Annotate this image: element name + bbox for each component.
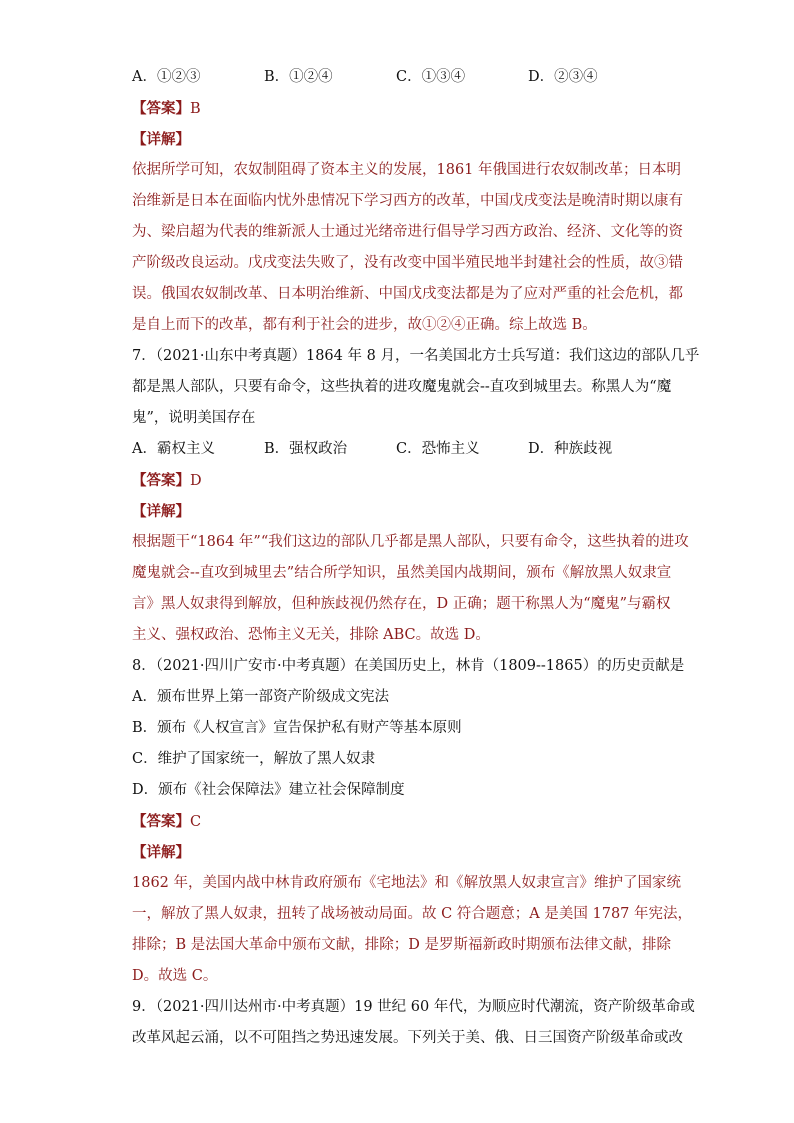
q7-stem-line: 都是黑人部队，只要有命令，这些执着的进攻魔鬼就会--直攻到城里去。称黑人为“魔 [132, 379, 672, 395]
q8-detail-line: 排除；B 是法国大革命中颁布文献，排除；D 是罗斯福新政时期颁布法律文献，排除 [132, 937, 671, 953]
q6-option-d[interactable]: D．②③④ [528, 69, 598, 85]
q8-detail-tag: 【详解】 [132, 844, 190, 861]
q7-detail-line: 魔鬼就会--直攻到城里去”结合所学知识，虽然美国内战期间，颁布《解放黑人奴隶宣 [132, 565, 672, 581]
q7-stem-line: 鬼”，说明美国存在 [132, 410, 256, 426]
answer-tag: 【答案】 [132, 472, 190, 489]
q8-option-c[interactable]: C．维护了国家统一，解放了黑人奴隶 [132, 751, 376, 767]
q9-stem-line: 9．（2021·四川达州市·中考真题）19 世纪 60 年代，为顺应时代潮流，资产阶级革命或 [132, 999, 695, 1015]
q6-option-a[interactable]: A．①②③ [132, 69, 201, 85]
q8-option-d[interactable]: D．颁布《社会保障法》建立社会保障制度 [132, 782, 405, 798]
q6-detail-line: 产阶级改良运动。戊戌变法失败了，没有改变中国半殖民地半封建社会的性质，故③错 [132, 255, 683, 271]
q7-option-b[interactable]: B．强权政治 [264, 441, 348, 457]
answer-value: C [190, 814, 202, 830]
q7-detail-line: 主义、强权政治、恐怖主义无关，排除 ABC。故选 D。 [132, 627, 490, 643]
q6-answer [132, 93, 660, 124]
q8-stem-line: 8．（2021·四川广安市·中考真题）在美国历史上，林肯（1809--1865）的历史贡献是 [132, 658, 685, 674]
document-page [132, 62, 700, 1054]
answer-value: D [190, 473, 202, 489]
q6-detail-tag: 【详解】 [132, 131, 190, 148]
q8-detail-line: D。故选 C。 [132, 968, 218, 984]
q7-option-c[interactable]: C．恐怖主义 [396, 441, 480, 457]
answer-value: B [190, 101, 201, 117]
q6-options [132, 62, 660, 93]
q7-option-d[interactable]: D．种族歧视 [528, 441, 613, 457]
q8-option-a[interactable]: A．颁布世界上第一部资产阶级成文宪法 [132, 689, 389, 705]
q9-stem-line: 改革风起云涌，以不可阻挡之势迅速发展。下列关于美、俄、日三国资产阶级革命或改 [132, 1030, 683, 1046]
q7-stem-line: 7．（2021·山东中考真题）1864 年 8 月，一名美国北方士兵写道：我们这边的部队几乎 [132, 348, 700, 364]
q8-option-b[interactable]: B．颁布《人权宣言》宣告保护私有财产等基本原则 [132, 720, 462, 736]
q6-detail-line: 依据所学可知，农奴制阻碍了资本主义的发展，1861 年俄国进行农奴制改革；日本明 [132, 162, 682, 178]
q8-detail-line: 一，解放了黑人奴隶，扭转了战场被动局面。故 C 符合题意；A 是美国 1787 年宪法， [132, 906, 693, 922]
q7-answer [132, 465, 660, 496]
q8-answer [132, 806, 660, 837]
q8-detail-line: 1862 年，美国内战中林肯政府颁布《宅地法》和《解放黑人奴隶宣言》维护了国家统 [132, 875, 682, 891]
q7-detail-tag: 【详解】 [132, 503, 190, 520]
q6-option-c[interactable]: C．①③④ [396, 69, 466, 85]
answer-tag: 【答案】 [132, 100, 190, 117]
q6-detail-line: 是自上而下的改革，都有利于社会的进步，故①②④正确。综上故选 B。 [132, 317, 597, 333]
q6-detail-line: 治维新是日本在面临内忧外患情况下学习西方的改革，中国戊戌变法是晚清时期以康有 [132, 193, 683, 209]
q7-options [132, 434, 660, 465]
q7-detail-line: 言》黑人奴隶得到解放，但种族歧视仍然存在，D 正确；题干称黑人为“魔鬼”与霸权 [132, 596, 671, 612]
q6-detail-line: 误。俄国农奴制改革、日本明治维新、中国戊戌变法都是为了应对严重的社会危机，都 [132, 286, 683, 302]
q6-detail-line: 为、梁启超为代表的维新派人士通过光绪帝进行倡导学习西方政治、经济、文化等的资 [132, 224, 683, 240]
answer-tag: 【答案】 [132, 813, 190, 830]
q6-option-b[interactable]: B．①②④ [264, 69, 333, 85]
q7-option-a[interactable]: A．霸权主义 [132, 441, 215, 457]
q7-detail-line: 根据题干“1864 年”“我们这边的部队几乎都是黑人部队，只要有命令，这些执着的进攻 [132, 534, 689, 550]
